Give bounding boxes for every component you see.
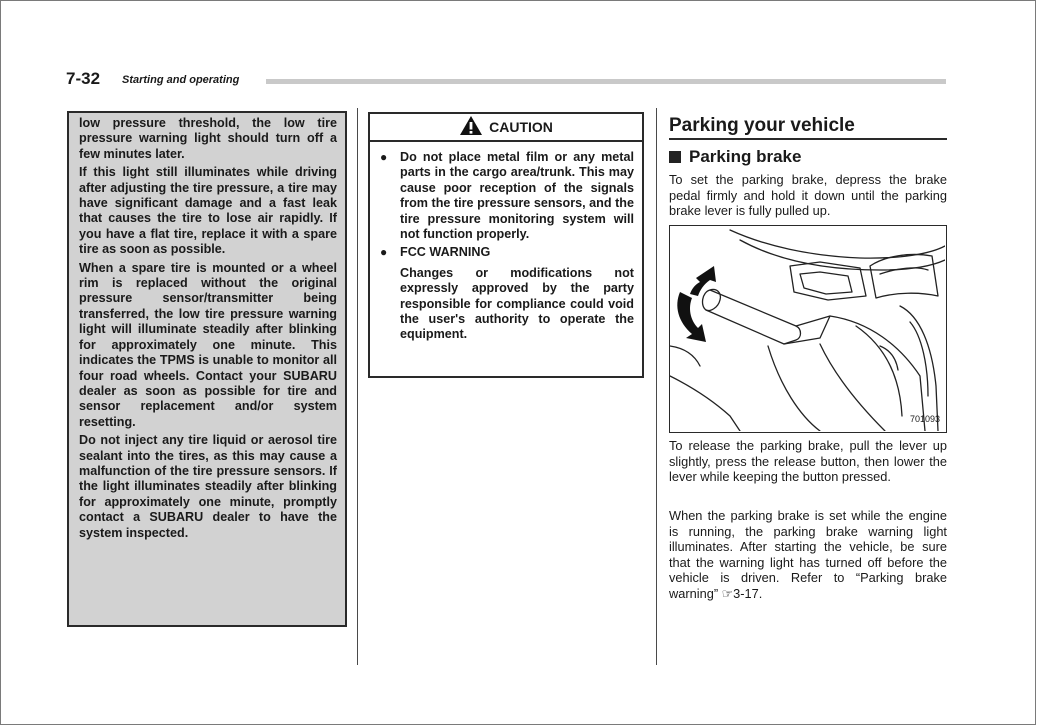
caution-item [378, 150, 634, 242]
section-title: Parking your vehicle [669, 115, 947, 140]
caution-box [368, 112, 644, 378]
column-divider-2 [656, 108, 657, 665]
parking-brake-figure [669, 225, 947, 433]
caution-item-text: FCC WARNING [400, 245, 491, 260]
figure-id: 701093 [909, 414, 940, 424]
sub-heading-text: Parking brake [689, 147, 802, 166]
page-number: 7-32 [66, 69, 101, 88]
warning-triangle-icon [459, 115, 483, 139]
page-header [66, 70, 946, 90]
section-name: Starting and operating [122, 74, 240, 86]
bullet-icon: ● [380, 150, 388, 164]
caution-list [370, 142, 642, 343]
caution-item-text: Do not place metal film or any metal parts in the cargo area/trunk. This may cause poor reception of the signals from the tire pressure sensors, and the tire pressure monitoring system will not function properly. [400, 150, 634, 242]
caution-item-subtext: Changes or modifications not expressly approved by the party responsible for compliance could void the user's authority to operate the equipment. [400, 265, 634, 342]
release-text: To release the parking brake, pull the lever up slightly, press the release button, then lower the lever while keeping the button pressed. [669, 438, 947, 485]
caution-header [370, 114, 642, 142]
caution-title: CAUTION [489, 119, 553, 135]
note-paragraph-3: When a spare tire is mounted or a wheel rim is replaced without the original pressure sensor/transmitter being transferred, the low tire pressure warning light will illuminate steadily after blinking for approximately one minute. This indicates the TPMS is unable to monitor all four road wheels. Contact your SUBARU dealer as soon as possible for tire and sensor replacement and/or system resetting. [79, 260, 337, 429]
parking-brake-illustration [670, 226, 945, 431]
square-bullet-icon [669, 151, 681, 163]
engine-warning-text: When the parking brake is set while the engine is running, the parking brake warning light illuminates. After starting the vehicle, be sure that the warning light has turned off before the vehicle is driven. Refer to “Parking brake warning” ☞3-17. [669, 508, 947, 601]
intro-text: To set the parking brake, depress the brake pedal firmly and hold it down until the parking brake lever is fully pulled up. [669, 172, 947, 219]
bullet-icon: ● [380, 245, 388, 260]
header-rule [266, 79, 946, 84]
sub-heading [669, 147, 801, 167]
column-divider-1 [357, 108, 358, 665]
caution-item [378, 245, 634, 342]
note-paragraph-4: Do not inject any tire liquid or aerosol tire sealant into the tires, as this may cause a malfunction of the tire pressure sensors. If the light illuminates steadily after blinking for approximately one minute, promptly contact a SUBARU dealer to have the system inspected. [79, 433, 337, 540]
note-paragraph-1: low pressure threshold, the low tire pressure warning light should turn off a few minutes later. [79, 116, 337, 161]
tpms-note-box [67, 111, 347, 627]
note-paragraph-2: If this light still illuminates while driving after adjusting the tire pressure, a tire may have significant damage and a fast leak that causes the tire to lose air rapidly. If you have a flat tire, replace it with a spare tire as soon as possible. [79, 165, 337, 257]
